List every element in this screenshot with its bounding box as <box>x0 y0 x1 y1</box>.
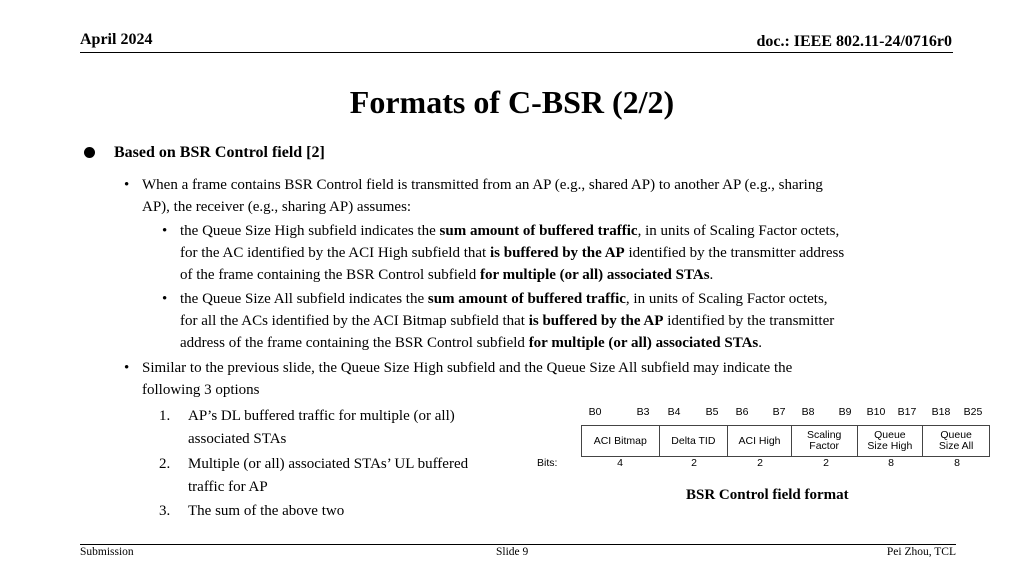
bit-label: B4 <box>667 406 681 418</box>
bit-label: B25 <box>963 406 983 418</box>
field-aci-high: ACI High <box>728 426 792 456</box>
option-1: 1. AP’s DL buffered traffic for multiple (or all) associated STAs <box>159 408 455 447</box>
footer-slide-number: Slide 9 <box>496 546 529 558</box>
footer-divider <box>80 544 956 545</box>
bullet-marker: • <box>124 177 130 193</box>
field-delta-tid: Delta TID <box>660 426 729 456</box>
bit-count: 8 <box>954 457 960 469</box>
bsr-control-field-figure <box>537 403 1000 483</box>
bit-count: 2 <box>757 457 763 469</box>
header-divider <box>80 52 953 53</box>
emphasis: for multiple (or all) associated STAs <box>479 267 710 283</box>
sub-bullet-1: • the Queue Size High subfield indicates the sum amount of buffered traffic, in units of Scaling Factor octets, for the AC identified by the ACI High subfield that is buffered by the AP identified by the transmitter address of the frame containing the BSR Control subfield for multiple (or all) associated STAs. <box>180 220 960 286</box>
bullet-marker: • <box>162 223 168 239</box>
bit-count: 4 <box>617 457 623 469</box>
bullet-2-line-2: following 3 options <box>142 382 260 398</box>
emphasis: is buffered by the AP <box>528 313 664 329</box>
header-date: April 2024 <box>80 31 153 48</box>
emphasis: for multiple (or all) associated STAs <box>528 335 759 351</box>
bit-count: 2 <box>823 457 829 469</box>
bit-label: B5 <box>705 406 719 418</box>
footer-submission: Submission <box>80 546 134 558</box>
sub-bullet-2: • the Queue Size All subfield indicates the sum amount of buffered traffic, in units of Scaling Factor octets, for all the ACs identified by the ACI Bitmap subfield that is buffered by the AP identified by the transmitter address of the frame containing the BSR Control subfield for multiple (or all) associated STAs. <box>180 288 960 354</box>
option-3: 3. The sum of the above two <box>159 503 345 519</box>
bsr-field-row <box>581 425 990 457</box>
field-queue-size-all: Queue Size All <box>938 429 974 452</box>
bits-label: Bits: <box>537 457 558 469</box>
figure-caption: BSR Control field format <box>686 487 849 503</box>
emphasis: sum amount of buffered traffic <box>439 223 638 239</box>
bit-label: B9 <box>838 406 852 418</box>
bit-label: B10 <box>866 406 886 418</box>
bullet-dot-icon <box>84 147 95 158</box>
bit-count: 8 <box>888 457 894 469</box>
bit-label: B7 <box>772 406 786 418</box>
bit-label: B0 <box>588 406 602 418</box>
bullet-2-line-1: Similar to the previous slide, the Queue Size High subfield and the Queue Size All subfield may indicate the <box>142 360 793 376</box>
option-2: 2. Multiple (or all) associated STAs’ UL buffered traffic for AP <box>159 456 469 495</box>
bit-label: B18 <box>931 406 951 418</box>
bullet-1-line-2: AP), the receiver (e.g., sharing AP) assumes: <box>142 199 412 215</box>
bit-count: 2 <box>691 457 697 469</box>
field-scaling-factor: Scaling Factor <box>792 426 858 456</box>
emphasis: sum amount of buffered traffic <box>427 291 626 307</box>
header-doc-id: doc.: IEEE 802.11-24/0716r0 <box>756 33 952 50</box>
bit-label: B3 <box>636 406 650 418</box>
footer-author: Pei Zhou, TCL <box>886 546 956 558</box>
bullet-1-line-1: When a frame contains BSR Control field is transmitted from an AP (e.g., shared AP) to another AP (e.g., sharing <box>142 177 823 193</box>
level1-text: Based on BSR Control field [2] <box>114 144 325 161</box>
field-aci-bitmap: ACI Bitmap <box>582 426 660 456</box>
emphasis: is buffered by the AP <box>489 245 625 261</box>
field-queue-size-high: Queue Size High <box>858 426 924 456</box>
slide-title: Formats of C-BSR (2/2) <box>349 84 675 120</box>
bit-label: B17 <box>897 406 917 418</box>
bullet-item-2 <box>124 357 942 401</box>
bit-label: B8 <box>801 406 815 418</box>
bullet-item-1 <box>124 174 942 218</box>
bit-label: B6 <box>735 406 749 418</box>
bullet-marker: • <box>162 291 168 307</box>
bullet-marker: • <box>124 360 130 376</box>
